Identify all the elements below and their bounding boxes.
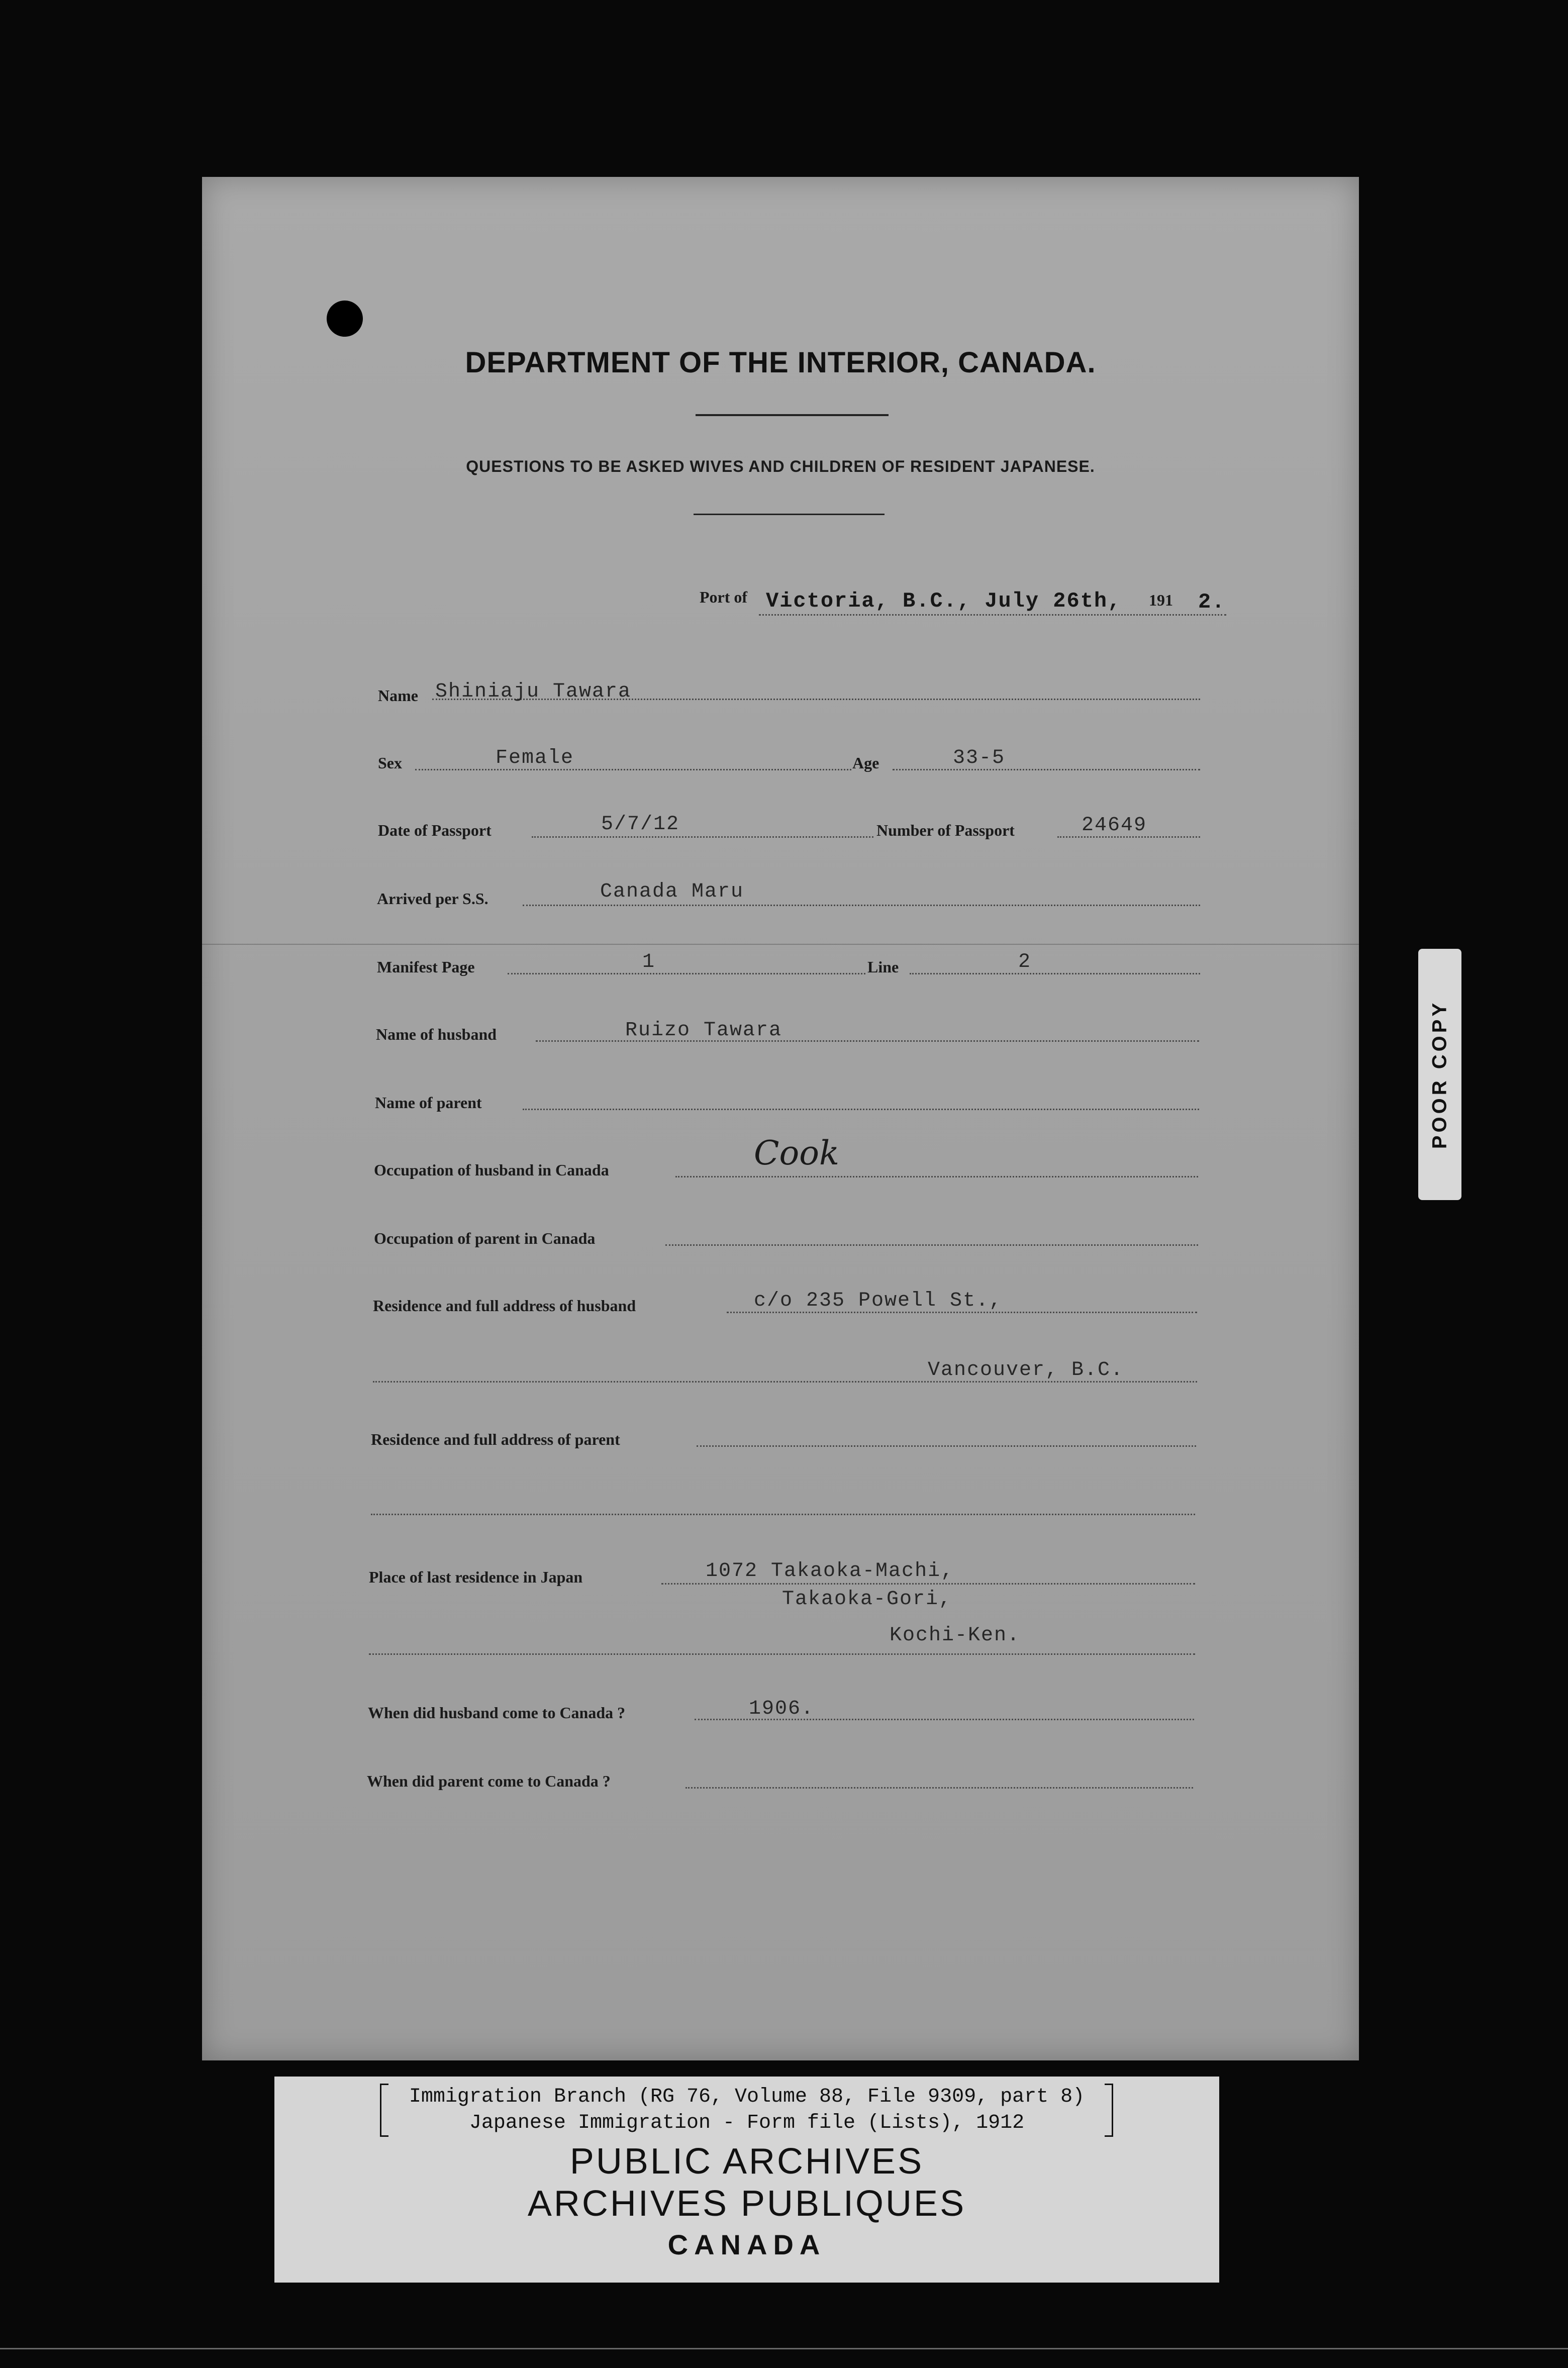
arrived-per-label: Arrived per S.S. (377, 890, 488, 908)
last-residence-dots-2 (369, 1653, 1195, 1655)
arrived-per-value: Canada Maru (600, 880, 744, 903)
manifest-page-value: 1 (642, 951, 656, 973)
archive-ref-line2: Japanese Immigration - Form file (Lists), 1912 (469, 2112, 1025, 2134)
arrived-per-dots (523, 905, 1200, 906)
title-rule (696, 414, 889, 416)
name-of-parent-label: Name of parent (375, 1094, 482, 1112)
residence-husband-line2: Vancouver, B.C. (928, 1359, 1124, 1382)
sex-dots (415, 769, 851, 770)
number-of-passport-label: Number of Passport (876, 821, 1015, 839)
parent-came-label: When did parent come to Canada ? (367, 1772, 611, 1790)
sex-label: Sex (378, 754, 402, 772)
date-of-passport-label: Date of Passport (378, 821, 492, 839)
film-edge (0, 2348, 1568, 2349)
poor-copy-text: POOR COPY (1428, 1000, 1451, 1149)
port-label: Port of (700, 588, 748, 606)
residence-husband-line1: c/o 235 Powell St., (754, 1290, 1003, 1312)
manifest-page-dots (508, 973, 865, 974)
occupation-husband-value: Cook (754, 1134, 839, 1172)
occupation-husband-label: Occupation of husband in Canada (374, 1161, 609, 1179)
last-residence-dots (661, 1583, 1195, 1585)
last-residence-line2: Takaoka-Gori, (782, 1588, 952, 1611)
last-residence-line1: 1072 Takaoka-Machi, (706, 1560, 954, 1583)
year-prefix: 191 (1149, 591, 1173, 609)
occupation-parent-dots (665, 1244, 1198, 1246)
line-dots (910, 973, 1200, 974)
residence-parent-dots (697, 1445, 1196, 1447)
archive-label-card (274, 2077, 1219, 2283)
poor-copy-stamp (1418, 949, 1461, 1200)
residence-parent-dots-2 (371, 1514, 1195, 1515)
last-residence-line3: Kochi-Ken. (890, 1624, 1021, 1647)
husband-came-value: 1906. (749, 1698, 815, 1720)
name-label: Name (378, 686, 418, 705)
residence-husband-label: Residence and full address of husband (373, 1297, 636, 1315)
residence-parent-label: Residence and full address of parent (371, 1430, 620, 1448)
port-value: Victoria, B.C., July 26th, (766, 589, 1122, 613)
occupation-parent-label: Occupation of parent in Canada (374, 1229, 596, 1247)
number-of-passport-value: 24649 (1082, 814, 1147, 837)
line-label: Line (867, 958, 899, 976)
archive-country: CANADA (667, 2229, 826, 2260)
form-subtitle: QUESTIONS TO BE ASKED WIVES AND CHILDREN OF RESIDENT JAPANESE. (466, 457, 1095, 475)
fold-line (202, 944, 1359, 945)
date-of-passport-value: 5/7/12 (601, 813, 680, 836)
age-dots (893, 769, 1200, 770)
parent-came-dots (685, 1787, 1193, 1789)
line-value: 2 (1018, 951, 1032, 973)
name-of-husband-label: Name of husband (376, 1025, 497, 1043)
archive-title-en: PUBLIC ARCHIVES (569, 2141, 924, 2182)
age-label: Age (852, 754, 879, 772)
husband-came-label: When did husband come to Canada ? (368, 1704, 626, 1722)
date-of-passport-dots (532, 836, 873, 838)
subtitle-rule (694, 514, 885, 515)
name-of-parent-dots (523, 1109, 1199, 1110)
archive-ref-line1: Immigration Branch (RG 76, Volume 88, File 9309, part 8) (409, 2086, 1085, 2108)
name-of-husband-value: Ruizo Tawara (625, 1019, 782, 1042)
year-suffix: 2. (1198, 590, 1226, 614)
occupation-husband-dots (675, 1176, 1198, 1177)
archive-title-fr: ARCHIVES PUBLIQUES (527, 2184, 966, 2224)
age-value: 33-5 (953, 747, 1006, 769)
form-title: DEPARTMENT OF THE INTERIOR, CANADA. (465, 346, 1096, 379)
port-dots (759, 614, 1226, 616)
last-residence-label: Place of last residence in Japan (369, 1568, 583, 1586)
sex-value: Female (496, 747, 574, 769)
name-value: Shiniaju Tawara (435, 680, 632, 703)
manifest-page-label: Manifest Page (377, 958, 475, 976)
